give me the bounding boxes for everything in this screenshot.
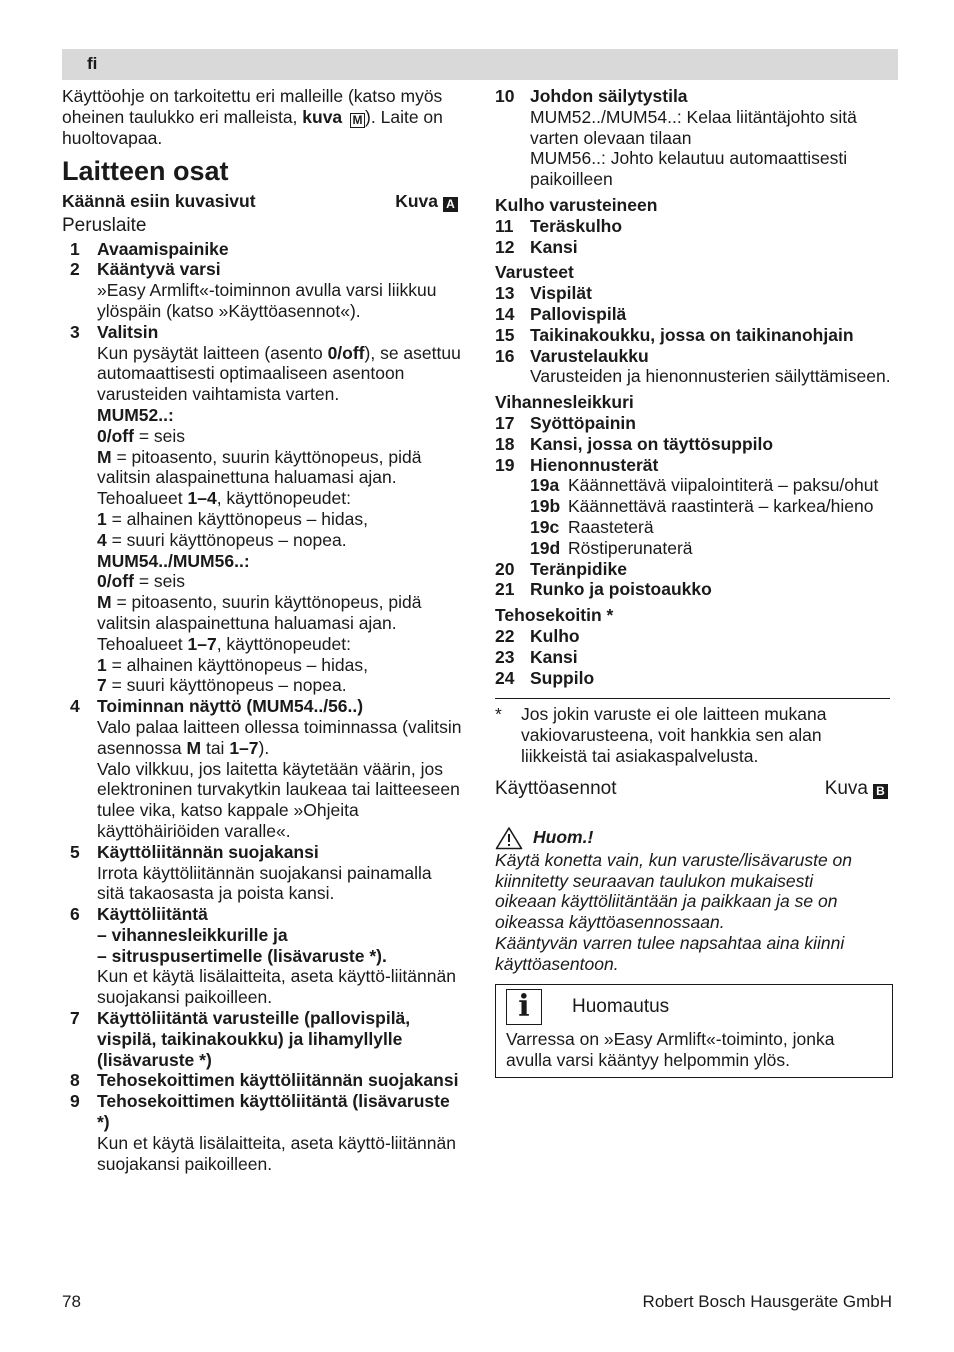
accessories-heading: Varusteet	[495, 262, 574, 283]
note-text: Varressa on »Easy Armlift«-toiminto, jonka avulla varsi kääntyy helpommin ylös.	[506, 1029, 835, 1071]
list-item-8: 8 Tehosekoittimen käyttöliitännän suojakansi	[70, 1070, 459, 1091]
list-item-19: 19 Hienonnusterät	[495, 454, 659, 475]
selector-line: MUM52..:	[97, 404, 174, 425]
list-item-5: 5 Käyttöliitännän suojakansi Irrota käyttöliitännän suojakansi painamalla sitä takaosasta ja poista kansi.	[70, 841, 432, 904]
list-item-10: 10 Johdon säilytystila MUM52../MUM54..: Kelaa liitäntäjohto sitä varten olevaan tilaan MUM56..: Johto kelautuu automaattisesti paikoilleen	[495, 86, 857, 190]
note-box	[495, 984, 893, 1078]
selector-line: M = pitoasento, suurin käyttönopeus, pidä valitsin alaspainettuna haluamasi ajan.	[97, 592, 422, 633]
list-item-17: 17 Syöttöpainin	[495, 412, 636, 433]
page-number: 78	[62, 1292, 81, 1311]
list-item-12: 12 Kansi	[495, 236, 578, 257]
list-item-2: 2 Kääntyvä varsi »Easy Armlift«-toiminnon avulla varsi liikkuu ylöspäin (katso »Käyttöasennot«).	[70, 259, 437, 321]
list-item-11: 11 Teräskulho	[495, 215, 623, 236]
company-name: Robert Bosch Hausgeräte GmbH	[642, 1292, 892, 1311]
warning-heading: Huom.!	[495, 826, 900, 850]
blender-heading: Tehosekoitin *	[495, 605, 614, 626]
list-item-22: 22 Kulho	[495, 625, 580, 646]
list-item-14: 14 Pallovispilä	[495, 303, 627, 324]
selector-line: 4 = suuri käyttönopeus – nopea.	[97, 529, 347, 550]
selector-line: M = pitoasento, suurin käyttönopeus, pidä valitsin alaspainettuna haluamasi ajan.	[97, 446, 422, 488]
list-item-16: 16 Varustelaukku Varusteiden ja hienonnusterien säilyttämiseen.	[495, 345, 891, 387]
note-title: Huomautus	[572, 996, 670, 1018]
selector-line: 7 = suuri käyttönopeus – nopea.	[97, 675, 347, 696]
selector-line: 1 = alhainen käyttönopeus – hidas,	[97, 508, 368, 529]
left-column	[62, 86, 462, 1174]
list-item-4: 4 Toiminnan näyttö (MUM54../56..) Valo palaa laitteen ollessa toiminnassa (valitsin asennossa M tai 1–7). Valo vilkkuu, jos laitetta käytetään väärin, jos elektroninen turvakytkin laukeaa tai laitteeseen tulee vika, katso kappale »Ohjeita käyttöhäiriöiden varalle«.	[70, 696, 462, 841]
list-item-1: 1 Avaamispainike	[70, 238, 229, 259]
figure-a-badge: A	[443, 197, 458, 212]
footnote: * Jos jokin varuste ei ole laitteen mukana vakiovarusteena, voit hankkia sen alan liikkeistä tai asiakaspalvelusta.	[495, 704, 827, 766]
list-item-24: 24 Suppilo	[495, 667, 595, 688]
list-item-6: 6 Käyttöliitäntä – vihannesleikkurille ja – sitruspusertimelle (lisävaruste *). Kun et käytä lisälaitteita, aseta käyttö-liitännän suojakansi paikoilleen.	[70, 904, 456, 1008]
selector-line: Tehoalueet 1–4, käyttönopeudet:	[97, 488, 351, 509]
figure-m-badge: M	[350, 113, 365, 128]
language-bar	[62, 49, 898, 80]
list-item-7: 7 Käyttöliitäntä varusteille (pallovispilä, vispilä, taikinakoukku) ja lihamyllylle (lisävaruste *)	[70, 1008, 411, 1070]
language-code: fi	[87, 54, 98, 73]
selector-line: 1 = alhainen käyttönopeus – hidas,	[97, 654, 368, 675]
selector-line: 0/off = seis	[97, 425, 186, 446]
sub-item-19a: 19a Käännettävä viipalointiterä – paksu/ohut	[530, 475, 879, 496]
sub-item-19d: 19d Röstiperunaterä	[530, 537, 693, 558]
intro-paragraph: Käyttöohje on tarkoitettu eri malleille (katso myös oheinen taulukko eri malleista, kuva M ). Laite on huoltovapaa.	[62, 86, 443, 148]
footnote-divider	[495, 698, 890, 699]
warning-triangle-icon	[495, 826, 523, 850]
selector-line: MUM54../MUM56..:	[97, 550, 250, 571]
right-column	[495, 86, 900, 1078]
sub-item-19c: 19c Raasteterä	[530, 516, 654, 537]
positions-heading: Käyttöasennot Kuva B	[495, 777, 900, 801]
figure-b-badge: B	[873, 784, 888, 799]
selector-line: Kun pysäytät laitteen (asento 0/off), se asettuu automaattisesti optimaaliseen asentoon varusteiden vaihtamista varten.	[97, 342, 461, 405]
basic-unit-heading: Peruslaite	[62, 214, 147, 236]
list-item-21: 21 Runko ja poistoaukko	[495, 579, 712, 600]
list-item-3: 3 Valitsin Kun pysäytät laitteen (asento 0/off), se asettuu automaattisesti optimaaliseen asentoon varusteiden vaihtamista varten. MUM52..: 0/off = seis M = pitoasento, suurin käyttönopeus, pidä valitsin alaspainettuna haluamasi ajan. Tehoalueet 1–4, käyttönopeudet: 1 = alhainen käyttönopeus – hidas, 4 = suuri käyttönopeus – nopea. MUM54../MUM56..: 0/off = seis M = pitoasento, suurin käyttönopeus, pidä valitsin alaspainettuna haluamasi ajan. Tehoalueet 1–7, käyttönopeudet: 1 = alhainen käyttönopeus – hidas, 7 = suuri käyttönopeus – nopea.	[70, 321, 461, 696]
page-title: Laitteen osat	[62, 155, 229, 186]
list-item-9: 9 Tehosekoittimen käyttöliitäntä (lisävaruste *) Kun et käytä lisälaitteita, aseta käyttö-liitännän suojakansi paikoilleen.	[70, 1091, 456, 1174]
sub-item-19b: 19b Käännettävä raastinterä – karkea/hieno	[530, 496, 874, 517]
basic-items-list-2	[62, 842, 462, 1175]
page-footer	[62, 1292, 892, 1313]
list-item-18: 18 Kansi, jossa on täyttösuppilo	[495, 433, 774, 454]
warning-text-2: Kääntyvän varren tulee napsahtaa aina kiinni käyttöasentoon.	[495, 932, 845, 974]
selector-line: Tehoalueet 1–7, käyttönopeudet:	[97, 633, 351, 654]
list-item-13: 13 Vispilät	[495, 283, 592, 304]
fold-out-line: Käännä esiin kuvasivut Kuva A	[62, 191, 462, 212]
warning-text-1: Käytä konetta vain, kun varuste/lisävaruste on kiinnitetty seuraavan taulukon mukaisesti oikeaan käyttöliitäntään ja paikkaan ja se on oikeassa käyttöasennossaan.	[495, 849, 853, 933]
basic-items-list	[62, 239, 462, 322]
list-item-15: 15 Taikinakoukku, jossa on taikinanohjain	[495, 324, 854, 345]
info-icon: i	[506, 989, 542, 1025]
list-item-23: 23 Kansi	[495, 646, 578, 667]
bowl-heading: Kulho varusteineen	[495, 194, 658, 215]
selector-line: 0/off = seis	[97, 571, 186, 592]
slicer-heading: Vihannesleikkuri	[495, 392, 634, 413]
list-item-20: 20 Teränpidike	[495, 558, 627, 579]
